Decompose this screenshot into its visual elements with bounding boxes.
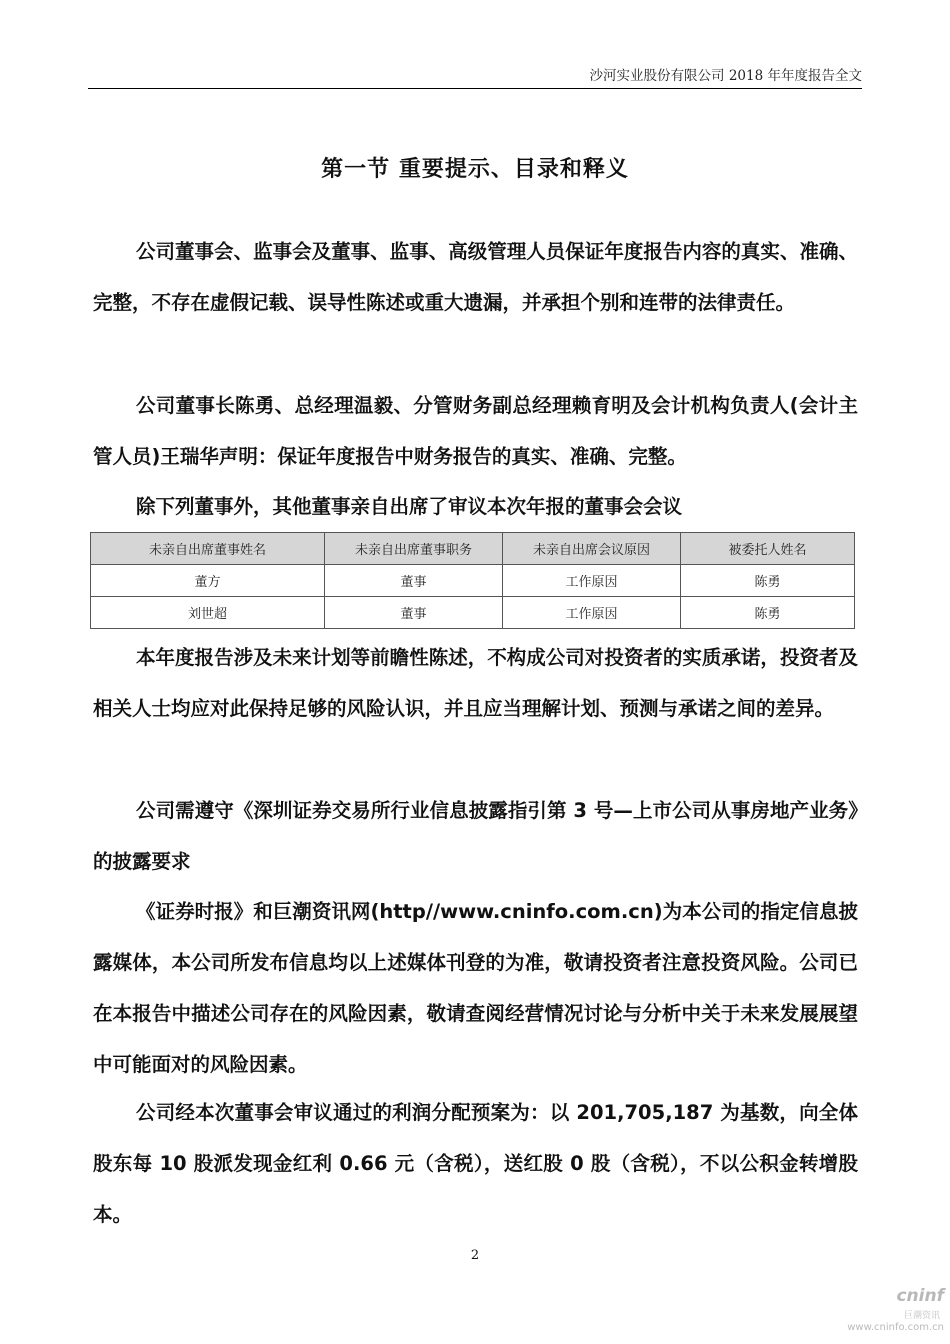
- paragraph-dividend: 公司经本次董事会审议通过的利润分配预案为：以 201,705,187 为基数，向全体股东每 10 股派发现金红利 0.66 元（含税），送红股 0 股（含税），不以公积金转增股本。: [93, 1101, 858, 1226]
- table-row: [91, 597, 855, 629]
- table-cell: 董事: [325, 597, 503, 629]
- header-rule: [88, 88, 862, 89]
- table-row: [91, 565, 855, 597]
- paragraph-disclosure-guideline: 公司需遵守《深圳证券交易所行业信息披露指引第 3 号—上市公司从事房地产业务》的披露要求: [93, 799, 858, 873]
- watermark-url: www.cninfo.com.cn: [847, 1322, 944, 1333]
- section-title: 第一节 重要提示、目录和释义: [321, 157, 629, 182]
- table-cell: 工作原因: [503, 565, 681, 597]
- absent-directors-table: [90, 532, 855, 629]
- paragraph-responsibility: 公司董事会、监事会及董事、监事、高级管理人员保证年度报告内容的真实、准确、完整，不存在虚假记载、误导性陈述或重大遗漏，并承担个别和连带的法律责任。: [93, 240, 858, 314]
- table-header-cell: 未亲自出席董事姓名: [91, 533, 325, 565]
- paragraph-declaration: 公司董事长陈勇、总经理温毅、分管财务副总经理赖育明及会计机构负责人(会计主管人员)王瑞华声明：保证年度报告中财务报告的真实、准确、完整。: [93, 394, 858, 468]
- table-cell: 董方: [91, 565, 325, 597]
- running-header: 沙河实业股份有限公司 2018 年年度报告全文: [589, 68, 862, 84]
- watermark-subtitle: 巨潮资讯: [903, 1311, 940, 1321]
- paragraph-absent-directors: 除下列董事外，其他董事亲自出席了审议本次年报的董事会会议: [136, 495, 683, 518]
- table-cell: 工作原因: [503, 597, 681, 629]
- table-cell: 刘世超: [91, 597, 325, 629]
- table-header-row: [91, 533, 855, 565]
- table-cell: 陈勇: [681, 565, 855, 597]
- table-header-cell: 被委托人姓名: [681, 533, 855, 565]
- page-number: 2: [470, 1248, 480, 1263]
- table-header-cell: 未亲自出席董事职务: [325, 533, 503, 565]
- table-cell: 董事: [325, 565, 503, 597]
- table-cell: 陈勇: [681, 597, 855, 629]
- cninfo-watermark: [828, 1280, 948, 1340]
- watermark-logo: cninf: [896, 1286, 944, 1306]
- paragraph-forward-looking: 本年度报告涉及未来计划等前瞻性陈述，不构成公司对投资者的实质承诺，投资者及相关人士均应对此保持足够的风险认识，并且应当理解计划、预测与承诺之间的差异。: [93, 646, 858, 720]
- paragraph-media: 《证券时报》和巨潮资讯网(http//www.cninfo.com.cn)为本公司的指定信息披露媒体，本公司所发布信息均以上述媒体刊登的为准，敬请投资者注意投资风险。公司已在本报告中描述公司存在的风险因素，敬请查阅经营情况讨论与分析中关于未来发展展望中可能面对的风险因素。: [93, 900, 858, 1076]
- table-header-cell: 未亲自出席会议原因: [503, 533, 681, 565]
